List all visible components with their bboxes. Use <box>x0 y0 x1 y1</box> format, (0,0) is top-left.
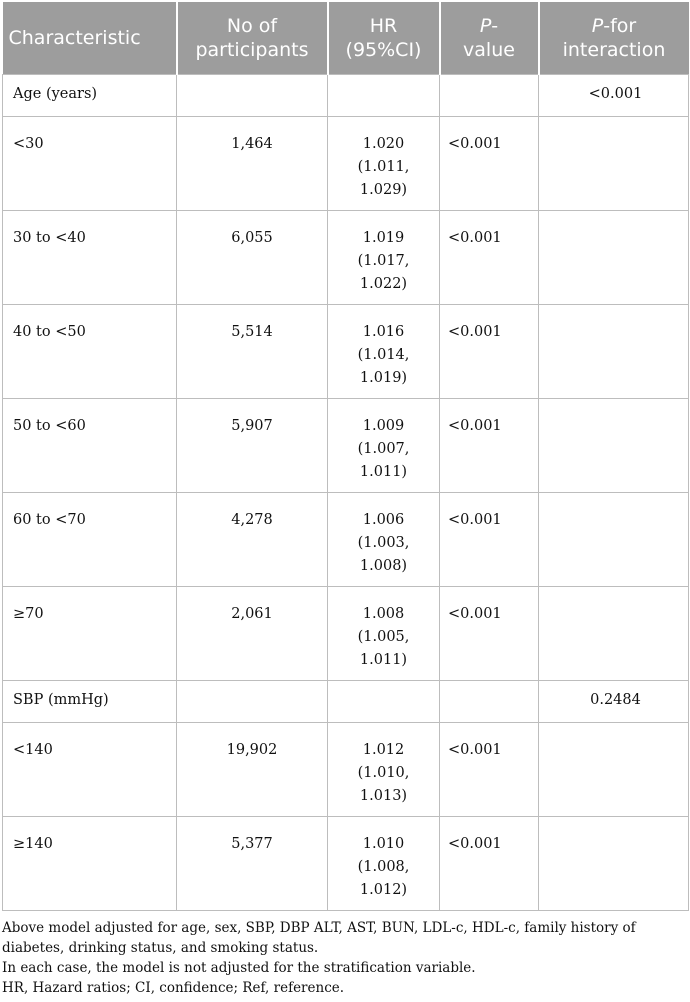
hr-ci-upper: 1.008) <box>359 558 408 574</box>
cell-pvalue: <0.001 <box>440 211 539 305</box>
cell-participants: 1,464 <box>177 117 328 211</box>
table-row <box>3 493 689 587</box>
hr-estimate: 1.016 <box>362 324 405 340</box>
results-table <box>2 2 689 911</box>
cell-characteristic: 60 to <70 <box>3 493 177 587</box>
table-row <box>3 723 689 817</box>
cell-pvalue: <0.001 <box>440 493 539 587</box>
table-header <box>3 2 689 75</box>
header-p-interaction <box>539 2 689 75</box>
cell-p-interaction <box>539 305 689 399</box>
cell-participants: 4,278 <box>177 493 328 587</box>
footnote-adjusted: Above model adjusted for age, sex, SBP, DBP ALT, AST, BUN, LDL-c, HDL-c, family history of diabetes, drinking status, and smoking status. <box>2 920 636 956</box>
hr-ci-lower: (1.005, <box>357 629 410 645</box>
hr-estimate: 1.019 <box>362 230 405 246</box>
table-row <box>3 587 689 681</box>
hr-estimate: 1.010 <box>362 836 405 852</box>
cell-hr <box>328 493 440 587</box>
cell-participants: 5,907 <box>177 399 328 493</box>
cell-pvalue: <0.001 <box>440 723 539 817</box>
header-pvalue-italic: P <box>479 15 492 37</box>
cell-characteristic: Age (years) <box>3 75 177 117</box>
table-footnotes <box>2 918 688 998</box>
hr-ci-upper: 1.011) <box>359 652 408 668</box>
table-row <box>3 305 689 399</box>
cell-pvalue: <0.001 <box>440 399 539 493</box>
table-row <box>3 117 689 211</box>
cell-hr <box>328 723 440 817</box>
table-row <box>3 399 689 493</box>
cell-participants: 2,061 <box>177 587 328 681</box>
cell-pvalue: <0.001 <box>440 587 539 681</box>
cell-hr <box>328 117 440 211</box>
cell-hr <box>328 399 440 493</box>
cell-participants: 5,377 <box>177 817 328 911</box>
cell-p-interaction <box>539 399 689 493</box>
cell-hr <box>328 681 440 723</box>
header-hr-line2: (95%CI) <box>345 39 422 61</box>
cell-characteristic: SBP (mmHg) <box>3 681 177 723</box>
header-hr <box>328 2 440 75</box>
header-pint-line1-rest: -for <box>603 15 637 37</box>
cell-characteristic: 40 to <50 <box>3 305 177 399</box>
header-participants-line1: No of <box>226 15 278 37</box>
hr-ci-upper: 1.011) <box>359 464 408 480</box>
hr-ci-upper: 1.019) <box>359 370 408 386</box>
cell-participants: 6,055 <box>177 211 328 305</box>
hr-estimate: 1.012 <box>362 742 405 758</box>
header-characteristic: Characteristic <box>3 2 177 75</box>
cell-characteristic: <30 <box>3 117 177 211</box>
cell-pvalue: <0.001 <box>440 117 539 211</box>
cell-hr <box>328 817 440 911</box>
cell-characteristic: 50 to <60 <box>3 399 177 493</box>
hr-ci-lower: (1.017, <box>357 253 410 269</box>
cell-pvalue <box>440 681 539 723</box>
table-row <box>3 817 689 911</box>
hr-estimate: 1.009 <box>362 418 405 434</box>
hr-ci-lower: (1.010, <box>357 765 410 781</box>
cell-characteristic: 30 to <40 <box>3 211 177 305</box>
cell-participants: 19,902 <box>177 723 328 817</box>
hr-ci-upper: 1.022) <box>359 276 408 292</box>
hr-ci-upper: 1.013) <box>359 788 408 804</box>
cell-p-interaction <box>539 211 689 305</box>
hr-ci-lower: (1.008, <box>357 859 410 875</box>
header-pint-line2: interaction <box>562 39 666 61</box>
header-pvalue-line2: value <box>463 39 515 61</box>
cell-characteristic: ≥140 <box>3 817 177 911</box>
hr-estimate: 1.006 <box>362 512 405 528</box>
cell-hr <box>328 305 440 399</box>
table-group-row <box>3 75 689 117</box>
cell-p-interaction: <0.001 <box>539 75 689 117</box>
cell-participants <box>177 75 328 117</box>
header-participants-line2: participants <box>195 39 309 61</box>
cell-p-interaction <box>539 587 689 681</box>
cell-p-interaction: 0.2484 <box>539 681 689 723</box>
cell-hr <box>328 75 440 117</box>
header-pvalue-line1-rest: - <box>491 15 499 37</box>
hr-ci-upper: 1.029) <box>359 182 408 198</box>
header-pvalue <box>440 2 539 75</box>
cell-pvalue <box>440 75 539 117</box>
footnote-stratification: In each case, the model is not adjusted for the stratification variable. <box>2 960 476 976</box>
header-participants <box>177 2 328 75</box>
cell-hr <box>328 587 440 681</box>
hr-estimate: 1.008 <box>362 606 405 622</box>
cell-participants: 5,514 <box>177 305 328 399</box>
cell-p-interaction <box>539 723 689 817</box>
cell-p-interaction <box>539 493 689 587</box>
hr-estimate: 1.020 <box>362 136 405 152</box>
cell-characteristic: ≥70 <box>3 587 177 681</box>
cell-characteristic: <140 <box>3 723 177 817</box>
cell-participants <box>177 681 328 723</box>
table-row <box>3 211 689 305</box>
table-body <box>3 75 689 911</box>
hr-ci-lower: (1.003, <box>357 535 410 551</box>
hr-ci-lower: (1.007, <box>357 441 410 457</box>
cell-p-interaction <box>539 117 689 211</box>
header-pint-italic: P <box>591 15 604 37</box>
cell-pvalue: <0.001 <box>440 817 539 911</box>
hr-ci-lower: (1.011, <box>357 159 410 175</box>
cell-hr <box>328 211 440 305</box>
hr-ci-upper: 1.012) <box>359 882 408 898</box>
cell-pvalue: <0.001 <box>440 305 539 399</box>
table-group-row <box>3 681 689 723</box>
hr-ci-lower: (1.014, <box>357 347 410 363</box>
header-hr-line1: HR <box>369 15 398 37</box>
footnote-abbreviations: HR, Hazard ratios; CI, confidence; Ref, reference. <box>2 980 345 996</box>
cell-p-interaction <box>539 817 689 911</box>
